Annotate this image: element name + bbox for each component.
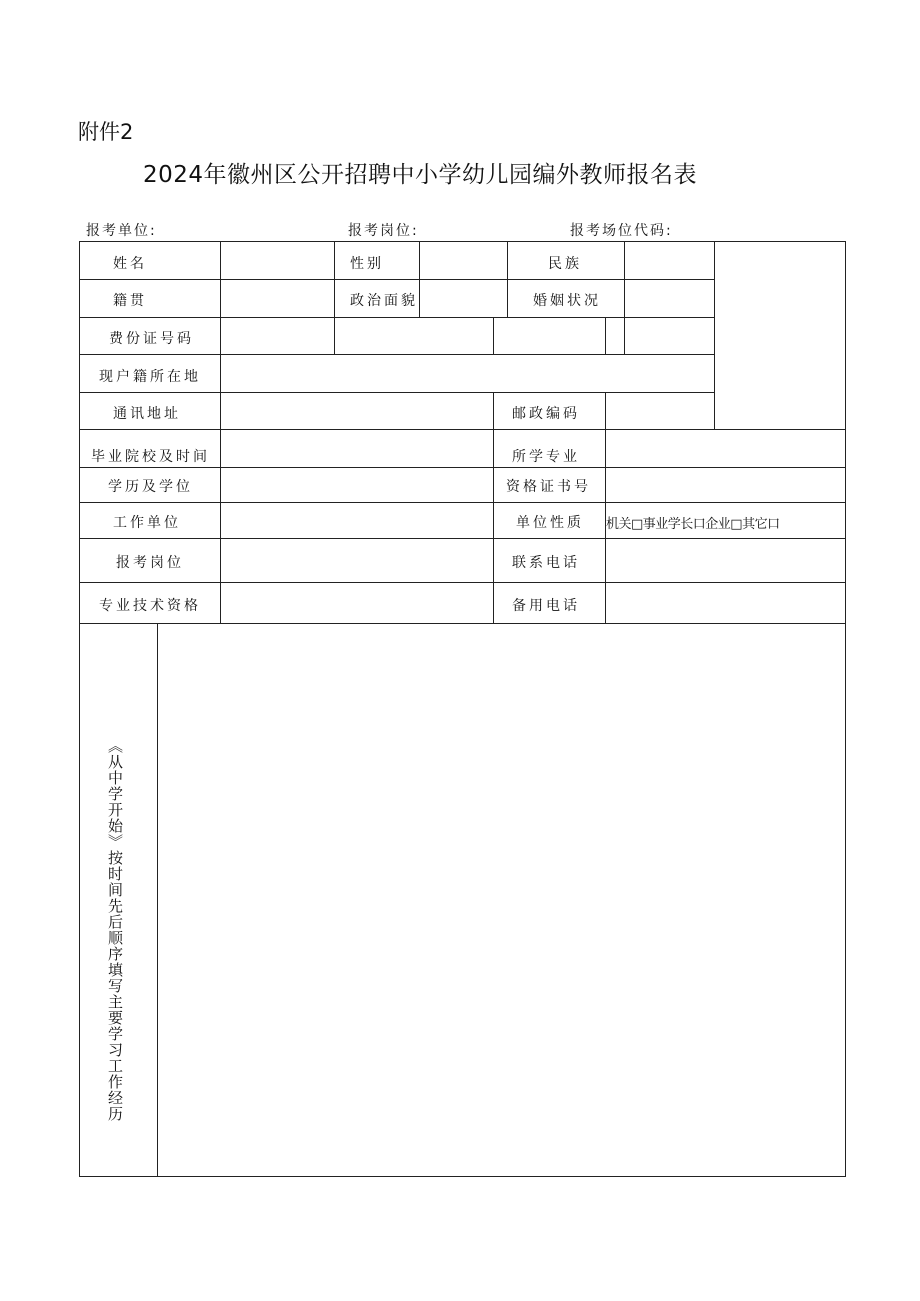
native-place-label: 籍贯 <box>113 293 147 309</box>
major-label: 所学专业 <box>512 449 580 465</box>
gender-label: 性别 <box>350 256 384 272</box>
header-position-label: 报考岗位: <box>348 223 419 239</box>
table-border-left <box>79 241 80 1177</box>
applied-position-label: 报考岗位 <box>116 555 184 571</box>
address-label: 通讯地址 <box>113 406 181 422</box>
address-field[interactable] <box>221 393 493 429</box>
header-unit-label: 报考单位: <box>86 223 157 239</box>
unit-nature-options[interactable]: 机关□事业学长口企业□其它口 <box>606 517 780 532</box>
household-location-field[interactable] <box>221 355 714 392</box>
applied-position-field[interactable] <box>221 539 493 582</box>
table-border-bottom <box>79 1176 846 1177</box>
certificate-number-label: 资格证书号 <box>506 479 591 495</box>
major-field[interactable] <box>606 430 845 467</box>
education-degree-field[interactable] <box>221 468 493 502</box>
name-label: 姓名 <box>113 256 147 272</box>
school-and-time-field[interactable] <box>221 430 493 467</box>
postal-code-label: 邮政编码 <box>512 406 580 422</box>
certificate-number-field[interactable] <box>606 468 845 502</box>
row-line <box>79 279 715 280</box>
backup-phone-field[interactable] <box>606 583 845 623</box>
ethnicity-label: 民族 <box>548 256 582 272</box>
gender-field[interactable] <box>420 242 507 279</box>
experience-field[interactable] <box>158 624 845 1176</box>
photo-area[interactable] <box>715 242 844 429</box>
marital-status-field[interactable] <box>625 280 714 317</box>
header-venue-code-label: 报考场位代码: <box>570 223 673 239</box>
table-border-right <box>845 241 846 1177</box>
tech-qualification-field[interactable] <box>221 583 493 623</box>
marital-status-label: 婚姻状况 <box>533 293 601 309</box>
education-degree-label: 学历及学位 <box>108 479 193 495</box>
name-field[interactable] <box>221 242 334 279</box>
unit-nature-label: 单位性质 <box>516 515 584 531</box>
id-number-field[interactable] <box>221 318 714 354</box>
native-place-field[interactable] <box>221 280 334 317</box>
col-line <box>493 392 494 623</box>
backup-phone-label: 备用电话 <box>512 598 580 614</box>
tech-qualification-label: 专业技术资格 <box>99 598 201 614</box>
col-line <box>507 241 508 317</box>
work-unit-label: 工作单位 <box>113 515 181 531</box>
id-number-label: 费份证号码 <box>109 331 194 347</box>
ethnicity-field[interactable] <box>625 242 714 279</box>
page-title: 2024年徽州区公开招聘中小学幼儿园编外教师报名表 <box>143 162 698 188</box>
phone-field[interactable] <box>606 539 845 582</box>
political-status-label: 政治面貌 <box>350 293 418 309</box>
postal-code-field[interactable] <box>606 393 714 429</box>
political-status-field[interactable] <box>420 280 507 317</box>
experience-label: 《从中学开始》按时间先后顺序填写主要学习工作经历 <box>106 738 124 1122</box>
school-and-time-label: 毕业院校及时间 <box>91 449 210 465</box>
work-unit-field[interactable] <box>221 503 493 538</box>
household-location-label: 现户籍所在地 <box>99 369 201 385</box>
phone-label: 联系电话 <box>512 555 580 571</box>
attachment-label: 附件2 <box>78 120 134 144</box>
